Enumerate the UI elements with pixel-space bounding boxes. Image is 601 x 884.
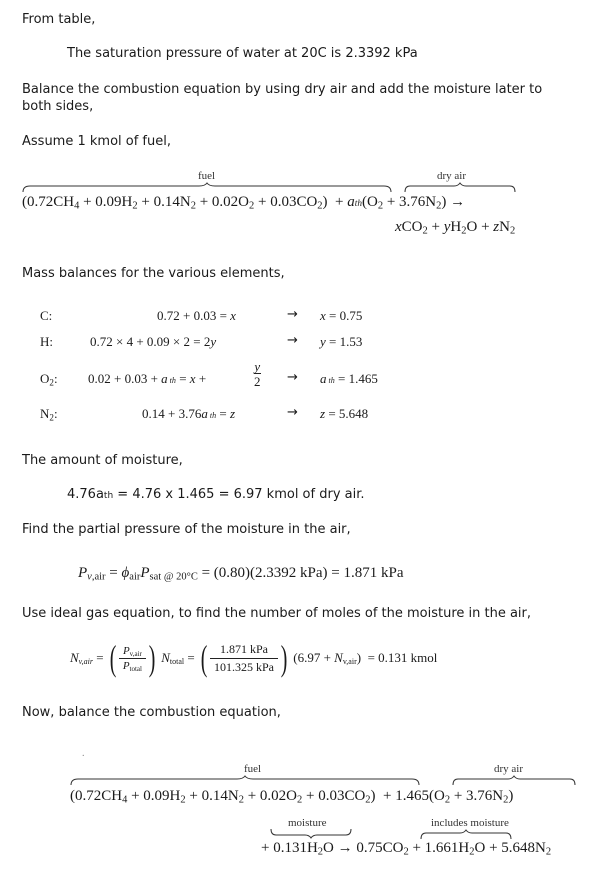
- ideal-numerator: 1.871 kPa: [210, 642, 278, 659]
- element-c: C:: [40, 308, 53, 323]
- final-products: + $0.131H_2O \to 0.75CO_2 + 1.661H_2O + 5.648N_2$: [261, 840, 552, 858]
- from-table-text: From table,: [22, 12, 96, 27]
- final-includes-overbrace: [420, 830, 512, 840]
- balance-n2-result: z = 5.648: [320, 406, 369, 421]
- element-n2: $N_2$:: [40, 406, 58, 423]
- dry-air-overbrace: [404, 183, 516, 193]
- stray-mark: .: [82, 748, 85, 759]
- balance-o2-result: a th = 1.465: [320, 371, 378, 386]
- ideal-denominator: 101.325 kPa: [213, 659, 274, 674]
- combustion-equation-products: $xCO_2 + yH_2O + zN_2$: [395, 219, 516, 237]
- balance-c-result: x = 0.75: [320, 308, 363, 323]
- final-moisture-label: moisture: [288, 817, 327, 829]
- final-dry-air-overbrace: [452, 776, 576, 786]
- dry-air-label: dry air: [437, 170, 467, 182]
- y-over-2-fraction: y 2: [254, 359, 261, 389]
- balance-n2-expr: 0.14 + 3.76a th = z: [142, 406, 236, 421]
- final-dry-air-label: dry air: [494, 763, 524, 775]
- ideal-gas-heading: Use ideal gas equation, to find the number of moles of the moisture in the air,: [22, 606, 532, 621]
- final-moisture-underbrace: [270, 828, 352, 838]
- balance-c-expr: 0.72 + 0.03 = x: [157, 308, 236, 323]
- partial-pressure-heading: Find the partial pressure of the moisture in the air,: [22, 522, 351, 537]
- arrow-right-icon: →: [287, 370, 298, 385]
- moisture-heading: The amount of moisture,: [22, 453, 183, 468]
- balance-note-text: Balance the combustion equation by using dry air and add the moisture later to both sides,: [22, 82, 543, 114]
- arrow-right-icon: →: [287, 333, 298, 348]
- fuel-label: fuel: [198, 170, 216, 182]
- assume-text: Assume 1 kmol of fuel,: [22, 134, 171, 149]
- balance-h-expr: 0.72 × 4 + 0.09 × 2 = 2y: [90, 334, 217, 349]
- moisture-amount: 4.76ath = 4.76 x 1.465 = 6.97 kmol of dry air.: [67, 487, 365, 502]
- mass-balance-heading: Mass balances for the various elements,: [22, 266, 285, 281]
- balance-h-result: y = 1.53: [320, 334, 363, 349]
- element-o2: $O_2$:: [40, 371, 58, 388]
- combustion-equation-reactants: $(0.72CH_4 + 0.09H_2 + 0.14N_2 + 0.02O_2 + 0.03CO_2) + ath(O_2 + 3.76N_2)$ →: [22, 194, 466, 212]
- final-includes-moisture-label: includes moisture: [431, 817, 509, 829]
- ideal-gas-equation: $N_{v,air}$ = ( $\frac{P_{v,air}}{P_{total}}$ ) $N_{total}$ = ( $\frac{\text{1.871 kPa}}{\text{101.325 kPa}}$ ) $(6.97 + N_{v,air}) = 0.131$ kmol: [70, 638, 438, 678]
- saturation-pressure-text: The saturation pressure of water at 20C is 2.3392 kPa: [67, 46, 418, 61]
- element-h: H:: [40, 334, 53, 349]
- final-heading: Now, balance the combustion equation,: [22, 705, 281, 720]
- arrow-right-icon: →: [287, 405, 298, 420]
- fuel-overbrace: [22, 183, 392, 193]
- partial-pressure-equation: $P_{v,air} = \phi_{air}P_{sat @ 20^\circ C} = (0.80)(2.3392$ kPa) = 1.871 kPa: [78, 565, 404, 583]
- final-reactants: $(0.72CH_4 + 0.09H_2 + 0.14N_2 + 0.02O_2 + 0.03CO_2) + 1.465(O_2 + 3.76N_2)$: [70, 788, 514, 806]
- balance-o2-expr: 0.02 + 0.03 + a th = x +: [88, 371, 207, 386]
- final-fuel-overbrace: [70, 776, 420, 786]
- final-fuel-label: fuel: [244, 763, 262, 775]
- arrow-right-icon: →: [287, 307, 298, 322]
